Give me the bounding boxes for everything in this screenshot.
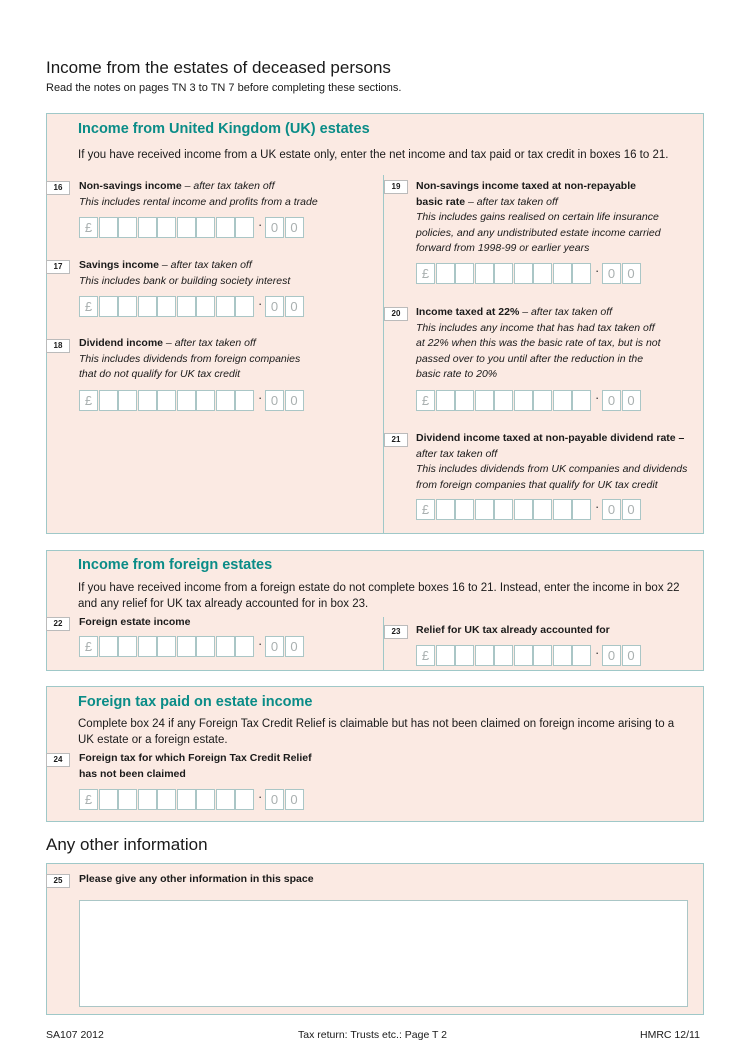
- digit-cell[interactable]: [99, 217, 118, 238]
- box-18-label: [79, 336, 300, 383]
- box-18-note-2: that do not qualify for UK tax credit: [79, 368, 241, 380]
- pound-cell[interactable]: £: [416, 263, 435, 284]
- pence-cell: 0: [285, 217, 304, 238]
- decimal-point: ·: [258, 636, 263, 651]
- box-17-label: [79, 258, 290, 289]
- digit-cell[interactable]: [216, 789, 235, 810]
- foreign-tax-title: Foreign tax paid on estate income: [78, 694, 313, 710]
- digit-cell[interactable]: [216, 296, 235, 317]
- pence-cell: 0: [602, 645, 621, 666]
- box-18-note-1: This includes dividends from foreign companies: [79, 352, 301, 365]
- digit-cell[interactable]: [99, 296, 118, 317]
- digit-cell[interactable]: [138, 636, 157, 657]
- digit-cell[interactable]: [455, 499, 474, 520]
- box-19-label: [416, 179, 661, 257]
- pound-cell[interactable]: £: [416, 390, 435, 411]
- digit-cell[interactable]: [118, 636, 137, 657]
- pence-cell: 0: [602, 263, 621, 284]
- pence-cell: 0: [285, 390, 304, 411]
- digit-cell[interactable]: [157, 789, 176, 810]
- footer-page-label: Tax return: Trusts etc.: Page T 2: [298, 1029, 448, 1041]
- digit-cell[interactable]: [99, 390, 118, 411]
- digit-cell[interactable]: [235, 390, 254, 411]
- box-21-suffix: after tax taken off: [416, 447, 498, 460]
- box-21-label: [416, 431, 687, 493]
- box-21-title: Dividend income taxed at non-payable dividend rate –: [416, 432, 685, 444]
- box-17-note: This includes bank or building society interest: [79, 274, 291, 287]
- box-22-title: Foreign estate income: [79, 616, 191, 628]
- decimal-point: ·: [595, 263, 600, 278]
- digit-cell[interactable]: [494, 390, 513, 411]
- box-25-title: Please give any other information in this space: [79, 873, 314, 885]
- box-22-label: [79, 615, 190, 631]
- digit-cell[interactable]: [436, 499, 455, 520]
- box-24-number: 24: [46, 753, 70, 767]
- digit-cell[interactable]: [514, 499, 533, 520]
- digit-cell[interactable]: [235, 789, 254, 810]
- digit-cell[interactable]: [533, 645, 552, 666]
- decimal-point: ·: [595, 645, 600, 660]
- digit-cell[interactable]: [99, 789, 118, 810]
- box-16-suffix: – after tax taken off: [181, 180, 275, 192]
- pound-cell[interactable]: £: [79, 636, 98, 657]
- box-19-note-3: forward from 1998-99 or earlier years: [416, 242, 590, 254]
- box-19-number: 19: [384, 180, 408, 194]
- uk-estates-divider: [383, 175, 384, 533]
- digit-cell[interactable]: [572, 645, 591, 666]
- digit-cell[interactable]: [514, 645, 533, 666]
- box-24-title-1: Foreign tax for which Foreign Tax Credit Relief: [79, 752, 312, 764]
- pence-cell: 0: [622, 499, 641, 520]
- box-18-title: Dividend income: [79, 337, 164, 349]
- digit-cell[interactable]: [157, 390, 176, 411]
- other-info-textarea[interactable]: [79, 900, 688, 1007]
- digit-cell[interactable]: [177, 636, 196, 657]
- box-16-number: 16: [46, 181, 70, 195]
- decimal-point: ·: [595, 499, 600, 514]
- pound-cell[interactable]: £: [79, 296, 98, 317]
- uk-estates-intro: If you have received income from a UK estate only, enter the net income and tax paid or tax credit in boxes 16 to 21.: [78, 149, 669, 161]
- box-21-note-2: from foreign companies that qualify for UK tax credit: [416, 478, 658, 491]
- box-21-note-1: This includes dividends from UK companies and dividends: [416, 463, 688, 475]
- digit-cell[interactable]: [196, 789, 215, 810]
- decimal-point: ·: [258, 296, 263, 311]
- pound-cell[interactable]: £: [79, 217, 98, 238]
- digit-cell[interactable]: [138, 217, 157, 238]
- digit-cell[interactable]: [553, 263, 572, 284]
- foreign-tax-intro-2: UK estate or a foreign estate.: [78, 734, 228, 746]
- foreign-tax-intro: [78, 716, 674, 748]
- foreign-estates-intro-2: and any relief for UK tax already accounted for in box 23.: [78, 598, 369, 610]
- box-24-label: [79, 751, 312, 782]
- pound-cell[interactable]: £: [416, 645, 435, 666]
- digit-cell[interactable]: [436, 263, 455, 284]
- box-20-title: Income taxed at 22%: [416, 306, 520, 318]
- digit-cell[interactable]: [572, 263, 591, 284]
- digit-cell[interactable]: [177, 789, 196, 810]
- digit-cell[interactable]: [216, 636, 235, 657]
- box-20-note-4: basic rate to 20%: [416, 368, 498, 380]
- digit-cell[interactable]: [533, 390, 552, 411]
- digit-cell[interactable]: [118, 789, 137, 810]
- page-title: Income from the estates of deceased persons: [46, 58, 391, 77]
- digit-cell[interactable]: [475, 263, 494, 284]
- digit-cell[interactable]: [216, 217, 235, 238]
- box-17-number: 17: [46, 260, 70, 274]
- foreign-estates-title: Income from foreign estates: [78, 557, 273, 573]
- pence-cell: 0: [285, 636, 304, 657]
- pence-cell: 0: [265, 217, 284, 238]
- pence-cell: 0: [622, 645, 641, 666]
- box-16-note: This includes rental income and profits from a trade: [79, 195, 318, 208]
- pound-cell[interactable]: £: [79, 390, 98, 411]
- pence-cell: 0: [602, 499, 621, 520]
- digit-cell[interactable]: [235, 217, 254, 238]
- footer-form-code: SA107 2012: [46, 1029, 104, 1041]
- digit-cell[interactable]: [157, 217, 176, 238]
- digit-cell[interactable]: [436, 645, 455, 666]
- box-19-title-1: Non-savings income taxed at non-repayable: [416, 180, 636, 192]
- box-20-note-3: passed over to you until after the reduction in the: [416, 352, 644, 365]
- digit-cell[interactable]: [138, 390, 157, 411]
- decimal-point: ·: [258, 789, 263, 804]
- digit-cell[interactable]: [157, 296, 176, 317]
- pence-cell: 0: [622, 390, 641, 411]
- digit-cell[interactable]: [196, 390, 215, 411]
- digit-cell[interactable]: [177, 217, 196, 238]
- digit-cell[interactable]: [138, 296, 157, 317]
- uk-estates-title: Income from United Kingdom (UK) estates: [78, 121, 370, 137]
- digit-cell[interactable]: [514, 263, 533, 284]
- digit-cell[interactable]: [572, 499, 591, 520]
- pound-cell[interactable]: £: [79, 789, 98, 810]
- pence-cell: 0: [265, 789, 284, 810]
- box-25-number: 25: [46, 874, 70, 888]
- foreign-tax-intro-1: Complete box 24 if any Foreign Tax Credit Relief is claimable but has not been claimed on foreign income arising to a: [78, 718, 675, 730]
- pence-cell: 0: [602, 390, 621, 411]
- digit-cell[interactable]: [455, 645, 474, 666]
- digit-cell[interactable]: [533, 263, 552, 284]
- box-18-number: 18: [46, 339, 70, 353]
- box-16-label: [79, 179, 318, 210]
- digit-cell[interactable]: [494, 645, 513, 666]
- box-25-label: [79, 872, 314, 888]
- box-23-title: Relief for UK tax already accounted for: [416, 624, 610, 636]
- pence-cell: 0: [265, 636, 284, 657]
- box-17-title: Savings income: [79, 259, 159, 271]
- box-16-title: Non-savings income: [79, 180, 182, 192]
- digit-cell[interactable]: [475, 390, 494, 411]
- box-21-number: 21: [384, 433, 408, 447]
- pound-cell[interactable]: £: [416, 499, 435, 520]
- digit-cell[interactable]: [436, 390, 455, 411]
- foreign-estates-intro-1: If you have received income from a foreign estate do not complete boxes 16 to 21. Instead, enter the income in box 22: [78, 582, 680, 594]
- digit-cell[interactable]: [455, 390, 474, 411]
- box-18-suffix: – after tax taken off: [163, 337, 256, 349]
- digit-cell[interactable]: [196, 296, 215, 317]
- digit-cell[interactable]: [553, 645, 572, 666]
- digit-cell[interactable]: [118, 296, 137, 317]
- digit-cell[interactable]: [177, 296, 196, 317]
- digit-cell[interactable]: [196, 217, 215, 238]
- footer-version: HMRC 12/11: [640, 1029, 700, 1041]
- digit-cell[interactable]: [533, 499, 552, 520]
- pence-cell: 0: [265, 296, 284, 317]
- pence-cell: 0: [622, 263, 641, 284]
- digit-cell[interactable]: [494, 263, 513, 284]
- digit-cell[interactable]: [553, 390, 572, 411]
- digit-cell[interactable]: [216, 390, 235, 411]
- box-20-number: 20: [384, 307, 408, 321]
- digit-cell[interactable]: [157, 636, 176, 657]
- box-20-note-1: This includes any income that has had tax taken off: [416, 321, 655, 334]
- box-20-suffix: – after tax taken off: [519, 306, 613, 318]
- other-info-heading: Any other information: [46, 835, 208, 854]
- decimal-point: ·: [258, 390, 263, 405]
- digit-cell[interactable]: [99, 636, 118, 657]
- digit-cell[interactable]: [514, 390, 533, 411]
- box-19-suffix: – after tax taken off: [465, 195, 558, 208]
- digit-cell[interactable]: [475, 499, 494, 520]
- box-19-title-2: basic rate: [416, 195, 466, 208]
- digit-cell[interactable]: [118, 217, 137, 238]
- digit-cell[interactable]: [494, 499, 513, 520]
- pence-cell: 0: [285, 789, 304, 810]
- box-24-title-2: has not been claimed: [79, 767, 186, 780]
- pence-cell: 0: [265, 390, 284, 411]
- box-20-label: [416, 305, 661, 383]
- digit-cell[interactable]: [455, 263, 474, 284]
- pence-cell: 0: [285, 296, 304, 317]
- box-20-note-2: at 22% when this was the basic rate of tax, but is not: [416, 337, 661, 349]
- box-19-note-2: policies, and any undistributed estate income carried: [416, 226, 661, 239]
- digit-cell[interactable]: [235, 636, 254, 657]
- page-subtitle: Read the notes on pages TN 3 to TN 7 before completing these sections.: [46, 82, 402, 94]
- box-23-label: [416, 623, 610, 639]
- digit-cell[interactable]: [138, 789, 157, 810]
- decimal-point: ·: [258, 217, 263, 232]
- digit-cell[interactable]: [572, 390, 591, 411]
- digit-cell[interactable]: [118, 390, 137, 411]
- box-19-note-1: This includes gains realised on certain life insurance: [416, 211, 659, 223]
- digit-cell[interactable]: [177, 390, 196, 411]
- decimal-point: ·: [595, 390, 600, 405]
- digit-cell[interactable]: [235, 296, 254, 317]
- digit-cell[interactable]: [196, 636, 215, 657]
- box-22-number: 22: [46, 617, 70, 631]
- digit-cell[interactable]: [475, 645, 494, 666]
- box-17-suffix: – after tax taken off: [158, 259, 252, 271]
- box-23-number: 23: [384, 625, 408, 639]
- foreign-estates-intro: [78, 580, 680, 612]
- digit-cell[interactable]: [553, 499, 572, 520]
